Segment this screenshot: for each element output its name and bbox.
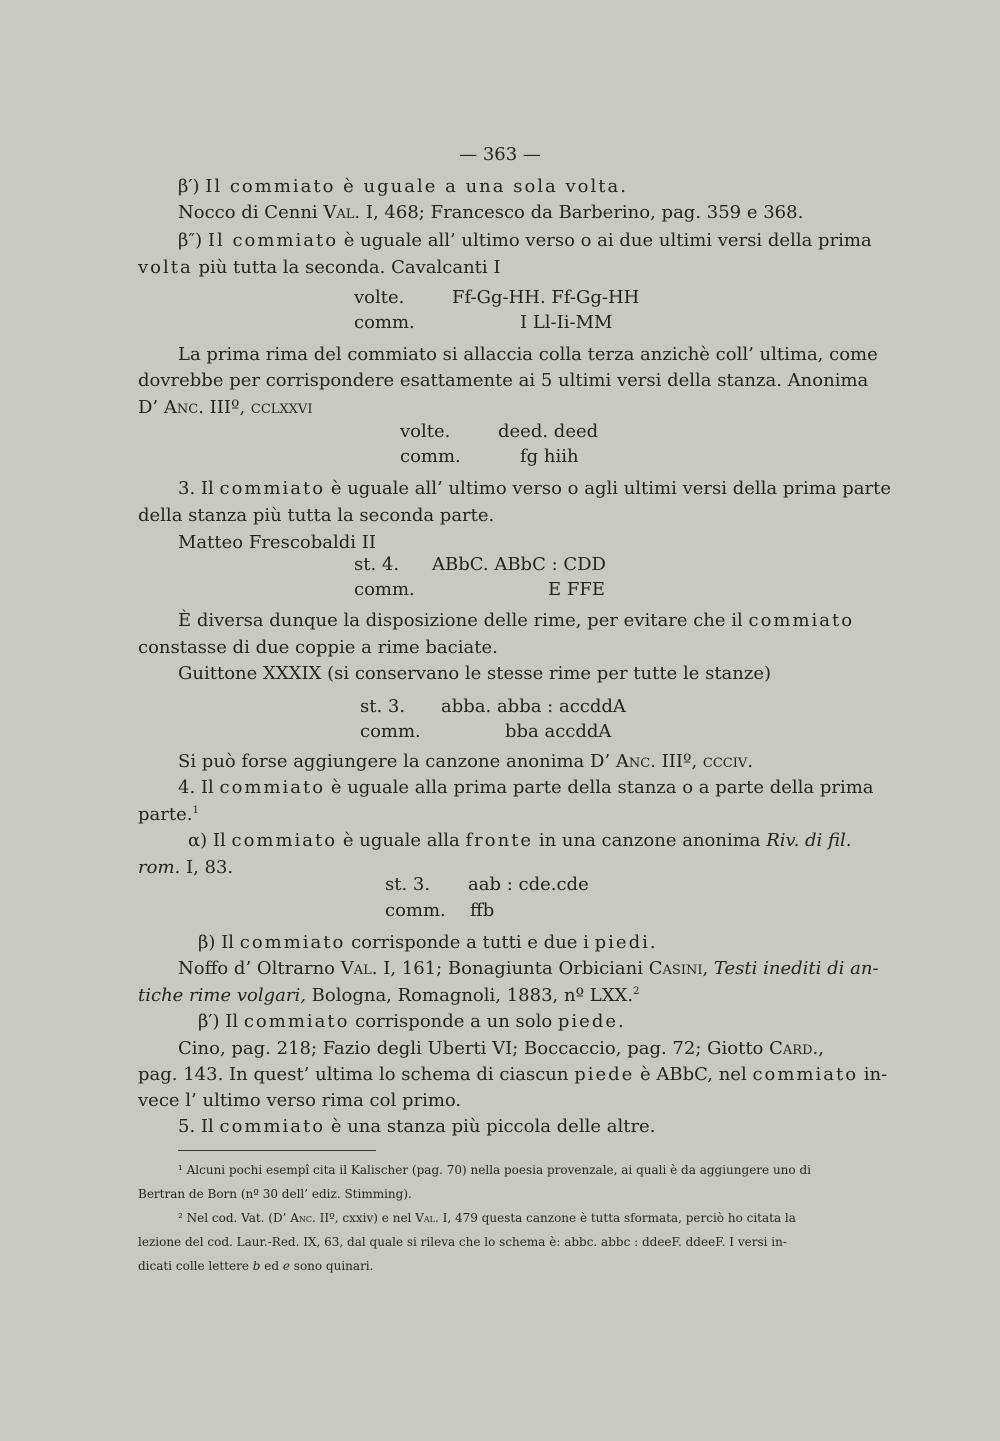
footnote-line: Bertran de Born (nº 30 dell’ ediz. Stimming). xyxy=(138,1187,412,1201)
text-line: vece l’ ultimo verso rima col primo. xyxy=(138,1090,462,1111)
text-line: La prima rima del commiato si allaccia colla terza anzichè coll’ ultima, come xyxy=(178,344,878,365)
footnote-line: ¹ Alcuni pochi esempî cita il Kalischer (pag. 70) nella poesia provenzale, ai quali è da aggiungere uno di xyxy=(178,1163,811,1177)
text-line: tiche rime volgari, Bologna, Romagnoli, 1883, nº LXX.$^2$ xyxy=(138,985,640,1006)
footnote-line: lezione del cod. Laur.-Red. IX, 63, dal quale si rileva che lo schema è: abbc. abbc : ddeeF. ddeeF. I versi in- xyxy=(138,1235,787,1249)
text-line: della stanza più tutta la seconda parte. xyxy=(138,505,495,526)
text-line: β) Il commiato corrisponde a tutti e due i piedi. xyxy=(198,932,658,953)
scheme-label: comm. xyxy=(385,900,446,921)
text-line: β′) Il commiato è uguale a una sola volta. xyxy=(178,176,628,197)
text-line: Cino, pag. 218; Fazio degli Uberti VI; Boccaccio, pag. 72; Giotto Card., xyxy=(178,1038,824,1059)
scheme-value: I Ll-Ii-MM xyxy=(520,312,613,333)
text-line: Si può forse aggiungere la canzone anonima D’ Anc. IIIº, ccciv. xyxy=(178,751,753,772)
text-line: dovrebbe per corrispondere esattamente ai 5 ultimi versi della stanza. Anonima xyxy=(138,370,869,391)
scheme-label: comm. xyxy=(400,446,461,467)
text-line: constasse di due coppie a rime baciate. xyxy=(138,637,498,658)
scheme-label: st. 3. xyxy=(385,874,431,895)
scheme-label: comm. xyxy=(354,579,415,600)
text-line: Guittone XXXIX (si conservano le stesse rime per tutte le stanze) xyxy=(178,663,772,684)
page-number: — 363 — xyxy=(459,144,541,165)
scheme-label: volte. xyxy=(354,287,405,308)
scheme-label: st. 3. xyxy=(360,696,406,717)
text-line: volta più tutta la seconda. Cavalcanti I xyxy=(138,257,501,278)
text-line: Nocco di Cenni Val. I, 468; Francesco da Barberino, pag. 359 e 368. xyxy=(178,202,804,223)
scheme-value: abba. abba : accddA xyxy=(441,696,626,717)
text-line: Noffo d’ Oltrarno Val. I, 161; Bonagiunta Orbiciani Casini, Testi inediti di an- xyxy=(178,958,879,979)
scheme-value: E FFE xyxy=(548,579,605,600)
text-line: parte.$^1$ xyxy=(138,804,199,825)
text-line: α) Il commiato è uguale alla fronte in una canzone anonima Riv. di fil. xyxy=(188,830,852,851)
scheme-value: ABbC. ABbC : CDD xyxy=(432,554,606,575)
footnote-ref: 2 xyxy=(633,986,640,997)
text-line: 5. Il commiato è una stanza più piccola delle altre. xyxy=(178,1116,656,1137)
scheme-label: comm. xyxy=(360,721,421,742)
footnote-ref: 1 xyxy=(192,805,199,816)
text-line: D’ Anc. IIIº, cclxxvi xyxy=(138,397,313,418)
text-line: pag. 143. In quest’ ultima lo schema di ciascun piede è ABbC, nel commiato in- xyxy=(138,1064,888,1085)
footnote-line: ² Nel cod. Vat. (D’ Anc. IIº, cxxiv) e nel Val. I, 479 questa canzone è tutta sformata, perciò ho citata la xyxy=(178,1211,796,1225)
text-line: β″) Il commiato è uguale all’ ultimo verso o ai due ultimi versi della prima xyxy=(178,230,872,251)
scheme-label: st. 4. xyxy=(354,554,400,575)
scheme-value: Ff-Gg-HH. Ff-Gg-HH xyxy=(452,287,640,308)
text-line: È diversa dunque la disposizione delle rime, per evitare che il commiato xyxy=(178,610,855,631)
scheme-value: deed. deed xyxy=(498,421,599,442)
scheme-value: bba accddA xyxy=(505,721,612,742)
scheme-value: aab : cde.cde xyxy=(468,874,589,895)
footnote-line: dicati colle lettere b ed e sono quinari. xyxy=(138,1259,374,1273)
text-line: rom. I, 83. xyxy=(138,857,234,878)
text-line: 3. Il commiato è uguale all’ ultimo verso o agli ultimi versi della prima parte xyxy=(178,478,892,499)
scheme-label: comm. xyxy=(354,312,415,333)
scheme-label: volte. xyxy=(400,421,451,442)
scheme-value: fg hiih xyxy=(520,446,579,467)
footnote-divider xyxy=(178,1150,376,1151)
text-line: β′) Il commiato corrisponde a un solo piede. xyxy=(198,1011,626,1032)
text-line: 4. Il commiato è uguale alla prima parte della stanza o a parte della prima xyxy=(178,777,874,798)
scheme-value: ffb xyxy=(470,900,495,921)
text-line: Matteo Frescobaldi II xyxy=(178,532,376,553)
